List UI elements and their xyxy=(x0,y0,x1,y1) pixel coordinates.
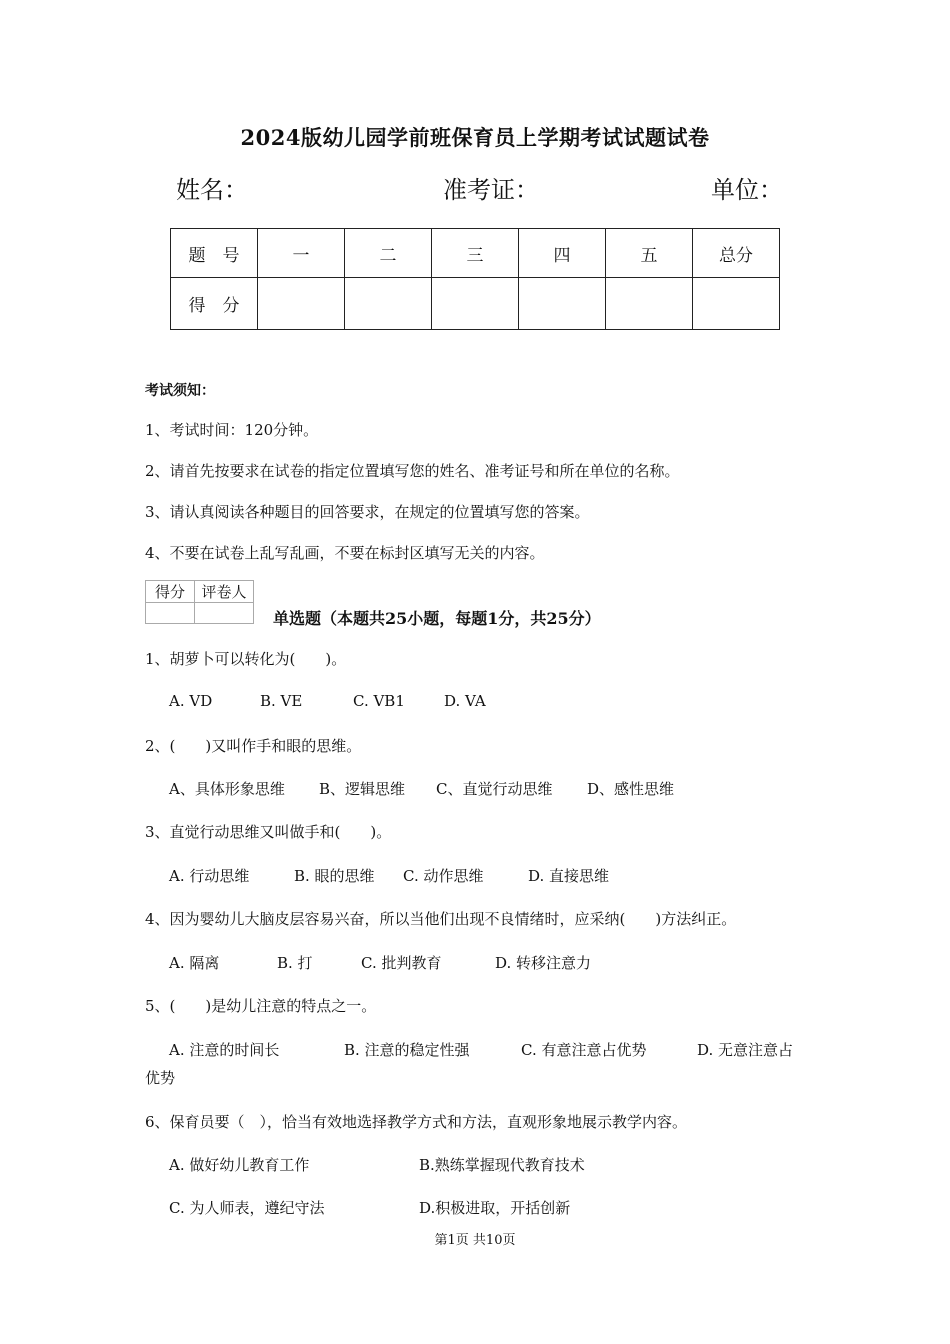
section-title: 单选题（本题共25小题，每题1分，共25分） xyxy=(273,609,601,628)
note-item: 3、请认真阅读各种题目的回答要求，在规定的位置填写您的答案。 xyxy=(145,503,590,521)
name-field-label: 姓名： xyxy=(176,176,248,204)
score-header-cell: 四 xyxy=(519,229,606,278)
question-option: A. 隔离 xyxy=(169,954,220,972)
question-option: A. 行动思维 xyxy=(169,867,250,885)
note-item: 2、请首先按要求在试卷的指定位置填写您的姓名、准考证号和所在单位的名称。 xyxy=(145,462,680,480)
score-table-header-row xyxy=(171,229,780,278)
question-stem: 1、胡萝卜可以转化为( )。 xyxy=(145,650,347,668)
grader-reviewer-label: 评卷人 xyxy=(195,581,254,603)
question-stem: 2、( )又叫作手和眼的思维。 xyxy=(145,737,362,755)
notes-heading: 考试须知： xyxy=(145,383,215,399)
question-option: B. 打 xyxy=(277,954,313,972)
question-option: B. 注意的稳定性强 xyxy=(344,1041,470,1059)
question-option: B.熟练掌握现代教育技术 xyxy=(419,1156,585,1174)
question-option: A. VD xyxy=(169,692,213,710)
grader-score-label: 得分 xyxy=(146,581,195,603)
question-option: D. 直接思维 xyxy=(528,867,610,885)
question-stem: 6、保育员要（ ），恰当有效地选择教学方式和方法，直观形象地展示教学内容。 xyxy=(145,1113,688,1131)
score-table xyxy=(170,228,780,330)
question-option: C. 有意注意占优势 xyxy=(521,1041,647,1059)
question-option: D.积极进取，开括创新 xyxy=(419,1199,571,1217)
question-stem: 3、直觉行动思维又叫做手和( )。 xyxy=(145,823,392,841)
question-stem: 4、因为婴幼儿大脑皮层容易兴奋，所以当他们出现不良情绪时，应采纳( )方法纠正。 xyxy=(145,910,737,928)
score-header-cell: 总分 xyxy=(693,229,780,278)
question-option: B. VE xyxy=(260,692,303,710)
question-option-wrap: 优势 xyxy=(145,1069,176,1087)
question-option: C、直觉行动思维 xyxy=(436,780,553,798)
question-option: C. VB1 xyxy=(353,692,405,710)
score-header-cell: 二 xyxy=(345,229,432,278)
score-header-cell: 五 xyxy=(606,229,693,278)
score-cell[interactable] xyxy=(258,278,345,330)
score-cell[interactable] xyxy=(345,278,432,330)
question-option: D. 转移注意力 xyxy=(495,954,592,972)
score-row-label: 得 分 xyxy=(171,278,258,330)
note-item: 1、考试时间：120分钟。 xyxy=(145,421,319,439)
question-option: D. VA xyxy=(444,692,486,710)
score-cell[interactable] xyxy=(432,278,519,330)
question-option: A、具体形象思维 xyxy=(169,780,285,798)
score-header-cell: 三 xyxy=(432,229,519,278)
page-footer: 第1页 共10页 xyxy=(434,1233,516,1248)
score-cell[interactable] xyxy=(606,278,693,330)
question-option: C. 动作思维 xyxy=(403,867,484,885)
exam-number-field-label: 准考证： xyxy=(443,176,539,204)
unit-field-label: 单位： xyxy=(711,176,783,204)
question-option: D、感性思维 xyxy=(587,780,675,798)
grader-box xyxy=(145,580,254,624)
question-option: B. 眼的思维 xyxy=(294,867,375,885)
question-option: B、逻辑思维 xyxy=(319,780,406,798)
score-table-score-row xyxy=(171,278,780,330)
score-header-cell: 题 号 xyxy=(171,229,258,278)
question-option: D. 无意注意占 xyxy=(697,1041,794,1059)
exam-title: 2024版幼儿园学前班保育员上学期考试试题试卷 xyxy=(240,125,710,150)
question-option: C. 批判教育 xyxy=(361,954,442,972)
score-header-cell: 一 xyxy=(258,229,345,278)
question-stem: 5、( )是幼儿注意的特点之一。 xyxy=(145,997,377,1015)
score-cell[interactable] xyxy=(519,278,606,330)
question-option: A. 注意的时间长 xyxy=(169,1041,280,1059)
question-option: A. 做好幼儿教育工作 xyxy=(169,1156,310,1174)
note-item: 4、不要在试卷上乱写乱画，不要在标封区填写无关的内容。 xyxy=(145,544,545,562)
score-cell[interactable] xyxy=(693,278,780,330)
grader-reviewer-cell[interactable] xyxy=(195,603,254,624)
question-option: C. 为人师表，遵纪守法 xyxy=(169,1199,325,1217)
grader-score-cell[interactable] xyxy=(146,603,195,624)
